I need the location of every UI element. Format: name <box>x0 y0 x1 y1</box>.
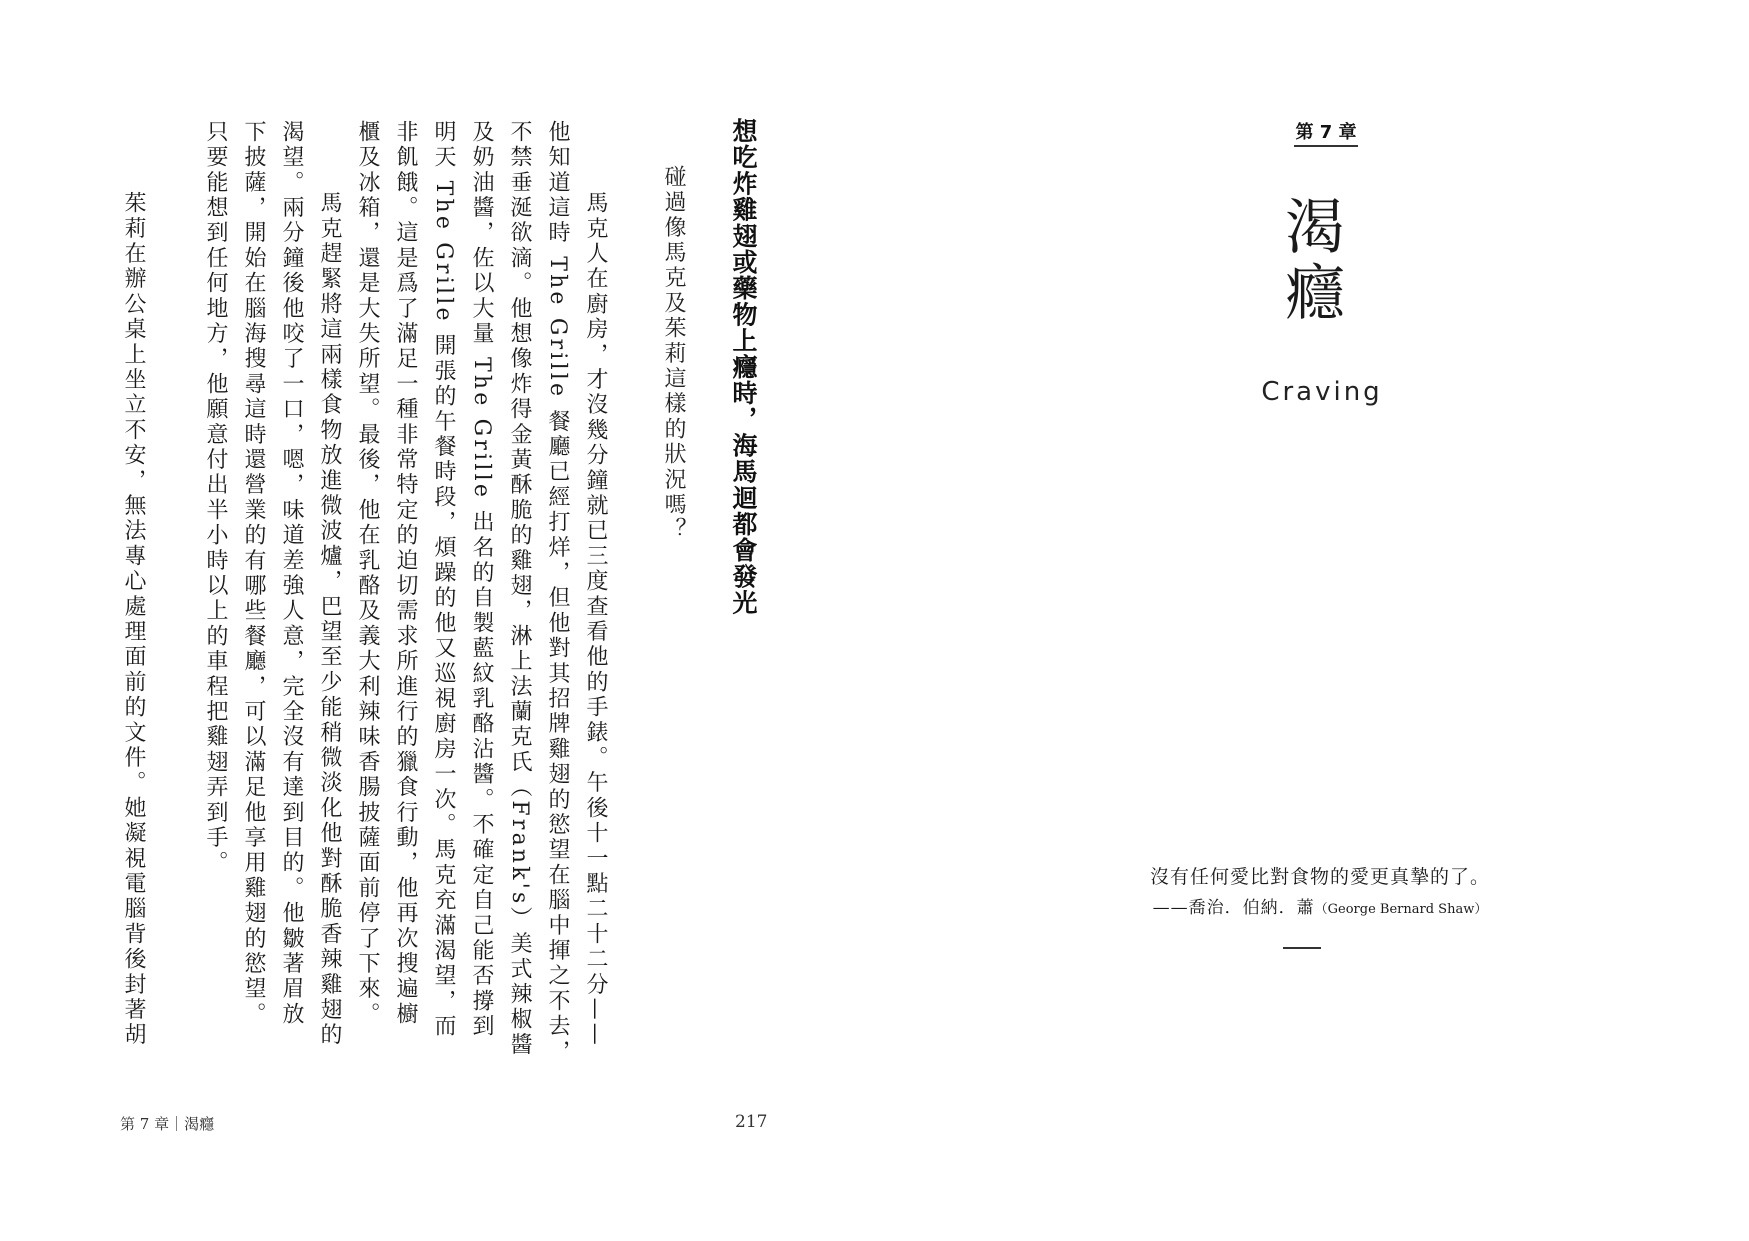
body-line-2: 他知道這時 The Grille 餐廳已經打烊，但他對其招牌雞翅的慾望在腦中揮之不去， <box>545 120 570 1065</box>
epigraph-quote: 沒有任何愛比對食物的愛更真摯的了。 <box>1149 866 1490 888</box>
epigraph-author-english: （George Bernard Shaw） <box>1314 902 1488 917</box>
running-footer: 第 7 章｜渴癮 <box>120 1115 215 1133</box>
body-line-3: 不禁垂涎欲滴。他想像炸得金黃酥脆的雞翅，淋上法蘭克氏（Frank's）美式辣椒醬 <box>507 120 532 1058</box>
body-line-7: 櫃及冰箱，還是大失所望。最後，他在乳酪及義大利辣味香腸披薩面前停了下來。 <box>355 120 380 1028</box>
body-line-4: 及奶油醬，佐以大量 The Grille 出名的自製藍紋乳酪沾醬。不確定自己能否撐到 <box>469 120 494 1040</box>
section-subtitle: 碰過像馬克及茱莉這樣的狀況嗎？ <box>661 165 686 543</box>
body-line-12: 茱莉在辦公桌上坐立不安，無法專心處理面前的文件。她凝視電腦背後封著胡 <box>121 166 146 1048</box>
epigraph-author-name: ——喬治．伯納．蕭 <box>1152 898 1315 918</box>
body-line-1: 馬克人在廚房，才沒幾分鐘就已三度查看他的手錶。午後十一點二十二分—— <box>583 166 608 1048</box>
epigraph-divider <box>1283 947 1321 949</box>
chapter-label-underline <box>1294 145 1358 147</box>
body-line-5: 明天 The Grille 開張的午餐時段，煩躁的他又巡視廚房一次。馬克充滿渴望，而 <box>431 120 456 1040</box>
epigraph-attribution <box>1100 893 1540 918</box>
body-line-8: 馬克趕緊將這兩樣食物放進微波爐，巴望至少能稍微淡化他對酥脆香辣雞翅的 <box>317 166 342 1048</box>
body-line-11: 只要能想到任何地方，他願意付出半小時以上的車程把雞翅弄到手。 <box>203 120 228 876</box>
chapter-title: 渴癮 <box>1275 195 1345 327</box>
chapter-english-title: Craving <box>1261 377 1383 407</box>
body-line-6: 非飢餓。這是爲了滿足一種非常特定的迫切需求所進行的獵食行動，他再次搜遍櫥 <box>393 120 418 1028</box>
chapter-label: 第 7 章 <box>1295 122 1357 143</box>
page-number: 217 <box>735 1112 768 1132</box>
body-line-9: 渴望。兩分鐘後他咬了一口，嗯，味道差強人意，完全沒有達到目的。他皺著眉放 <box>279 120 304 1028</box>
section-title: 想吃炸雞翅或藥物上癮時，海馬迴都會發光 <box>729 118 758 616</box>
body-line-10: 下披薩，開始在腦海搜尋這時還營業的有哪些餐廳，可以滿足他享用雞翅的慾望。 <box>241 120 266 1028</box>
